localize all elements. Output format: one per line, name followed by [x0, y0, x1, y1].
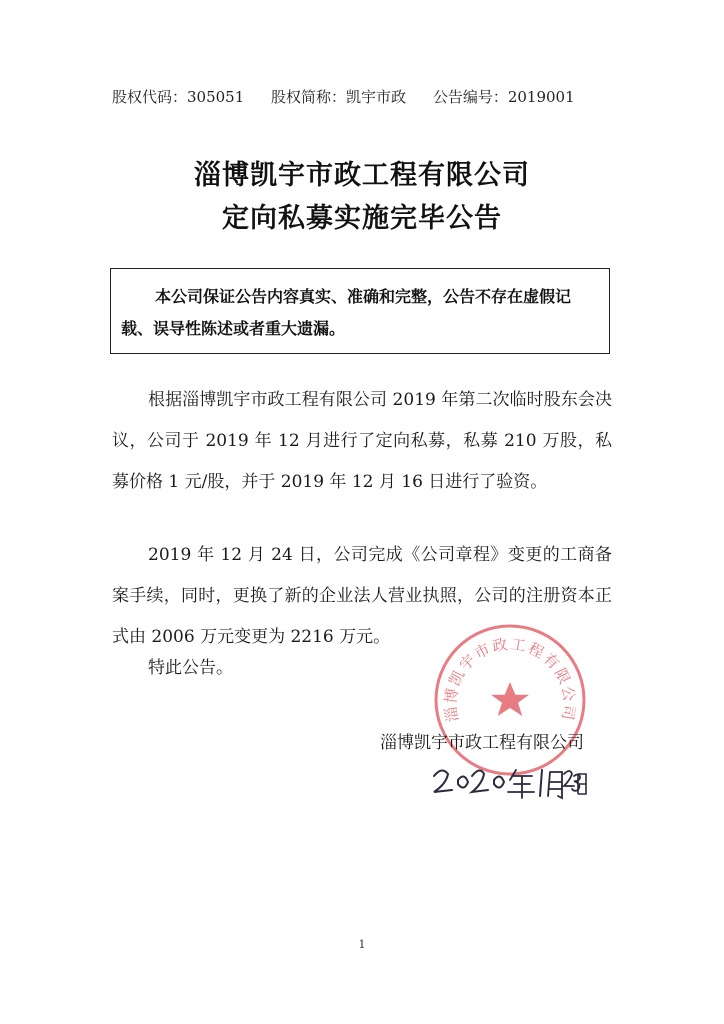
stock-code: 股权代码：305051 [112, 88, 245, 106]
body-paragraph-2: 2019 年 12 月 24 日，公司完成《公司章程》变更的工商备案手续，同时，更换了新的企业法人营业执照，公司的注册资本正式由 2006 万元变更为 2216 万元。 [112, 545, 612, 647]
body-paragraph-3: 特此公告。 [148, 658, 233, 678]
page-number: 1 [358, 938, 366, 951]
seal-text: 淄博凯宇市政工程有限公司 [441, 634, 579, 724]
company-seal-stamp [432, 622, 588, 778]
seal-star-icon [491, 682, 529, 716]
document-title-subject: 定向私募实施完毕公告 [222, 203, 502, 234]
announcement-header [112, 86, 612, 107]
body-paragraph-1: 根据淄博凯宇市政工程有限公司 2019 年第二次临时股东会决议，公司于 2019 年 12 月进行了定向私募，私募 210 万股，私募价格 1 元/股，并于 2019 年 12 月 16 日进行了验资。 [112, 390, 612, 492]
handwritten-date-signature [428, 762, 588, 802]
document-title-company: 淄博凯宇市政工程有限公司 [194, 160, 530, 191]
guarantee-notice-box: 本公司保证公告内容真实、准确和完整，公告不存在虚假记载、误导性陈述或者重大遗漏。 [110, 268, 610, 354]
stock-short-name: 股权简称：凯宇市政 [271, 88, 407, 106]
svg-text:淄博凯宇市政工程有限公司 [441, 635, 578, 723]
announcement-number: 公告编号：2019001 [432, 88, 575, 106]
signature-company: 淄博凯宇市政工程有限公司 [380, 733, 584, 753]
